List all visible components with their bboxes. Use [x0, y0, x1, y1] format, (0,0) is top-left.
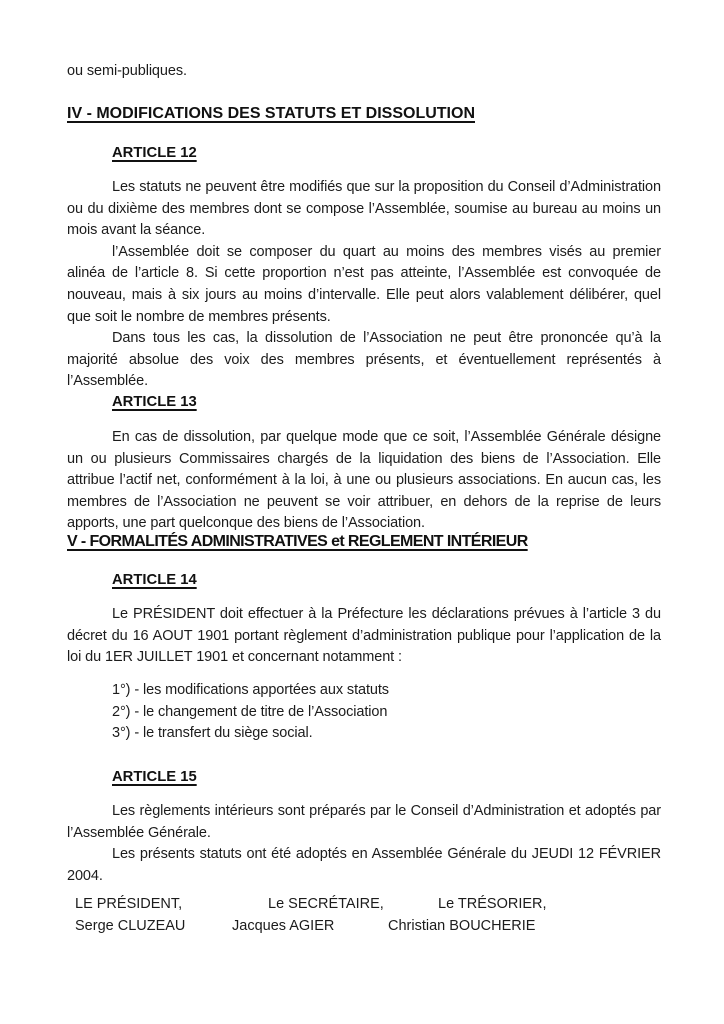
article-12-heading-wrap [67, 145, 661, 161]
intro-line: ou semi-publiques. [67, 63, 187, 79]
article-12-heading: ARTICLE 12 [112, 145, 197, 161]
article-15-body [67, 801, 661, 887]
article-13-heading-wrap [67, 394, 661, 410]
article-13-body [67, 427, 661, 535]
secretary-name: Jacques AGIER [232, 918, 335, 934]
section-4-title: IV - MODIFICATIONS DES STATUTS ET DISSOLUTION [67, 105, 475, 122]
section-5-title-wrap [67, 533, 661, 551]
article-15-paragraph: Les présents statuts ont été adoptés en Assemblée Générale du JEUDI 12 FÉVRIER 2004. [67, 846, 661, 884]
article-14-list-wrap [67, 680, 661, 745]
article-14-paragraph: Le PRÉSIDENT doit effectuer à la Préfecture les déclarations prévues à l’article 3 du décret du 16 AOUT 1901 portant règlement d’administration publique pour l’application de la loi du 1ER JUILLET 1901 et concernant notamment : [67, 606, 661, 666]
article-14-heading: ARTICLE 14 [112, 572, 197, 588]
treasurer-title: Le TRÉSORIER, [438, 896, 547, 912]
article-14-heading-wrap [67, 572, 661, 588]
section-5-title: V - FORMALITÉS ADMINISTRATIVES et REGLEMENT INTÉRIEUR [67, 533, 528, 550]
president-name: Serge CLUZEAU [75, 918, 186, 934]
list-item-title-change: 2°) - le changement de titre de l’Association [112, 703, 388, 720]
president-title: LE PRÉSIDENT, [75, 896, 183, 912]
list-item-modifications: 1°) - les modifications apportées aux statuts [112, 682, 389, 698]
article-13-heading: ARTICLE 13 [112, 394, 197, 410]
article-15-heading: ARTICLE 15 [112, 769, 197, 785]
article-12-paragraph: Dans tous les cas, la dissolution de l’Association ne peut être prononcée qu’à la majorité absolue des voix des membres présents, et éventuellement représentés à l’Assemblée. [67, 330, 661, 390]
article-13-paragraph: En cas de dissolution, par quelque mode que ce soit, l’Assemblée Générale désigne un ou plusieurs Commissaires chargés de la liquidation des biens de l’Association. Elle attribue l’actif net, conformément à la loi, à une ou plusieurs associations. En aucun cas, les membres de l’Association ne peuvent se voir attribuer, en dehors de la reprise de leurs apports, une part quelconque des biens de l’Association. [67, 429, 661, 532]
article-14-body [67, 604, 661, 669]
signature-block [67, 896, 661, 944]
secretary-title: Le SECRÉTAIRE, [268, 896, 384, 912]
list-item-siege-transfer: 3°) - le transfert du siège social. [112, 725, 313, 742]
declarations-list [112, 680, 661, 745]
intro-line-wrap [67, 61, 661, 83]
article-12-paragraph: l’Assemblée doit se composer du quart au moins des membres visés au premier alinéa de l’article 8. Si cette proportion n’est pas atteinte, l’Assemblée est convoquée de nouveau, mais à six jours au moins d’intervalle. Elle peut alors valablement délibérer, quel que soit le nombre de membres présents. [67, 243, 661, 325]
article-15-paragraph: Les règlements intérieurs sont préparés par le Conseil d’Administration et adoptés par l’Assemblée Générale. [67, 803, 661, 841]
section-4-title-wrap [67, 105, 661, 123]
treasurer-name: Christian BOUCHERIE [388, 918, 536, 934]
article-12-paragraph: Les statuts ne peuvent être modifiés que sur la proposition du Conseil d’Administration ou du dixième des membres dont se compose l’Assemblée, soumise au bureau au moins un mois avant la séance. [67, 179, 661, 239]
article-15-heading-wrap [67, 769, 661, 785]
article-12-body [67, 177, 661, 393]
